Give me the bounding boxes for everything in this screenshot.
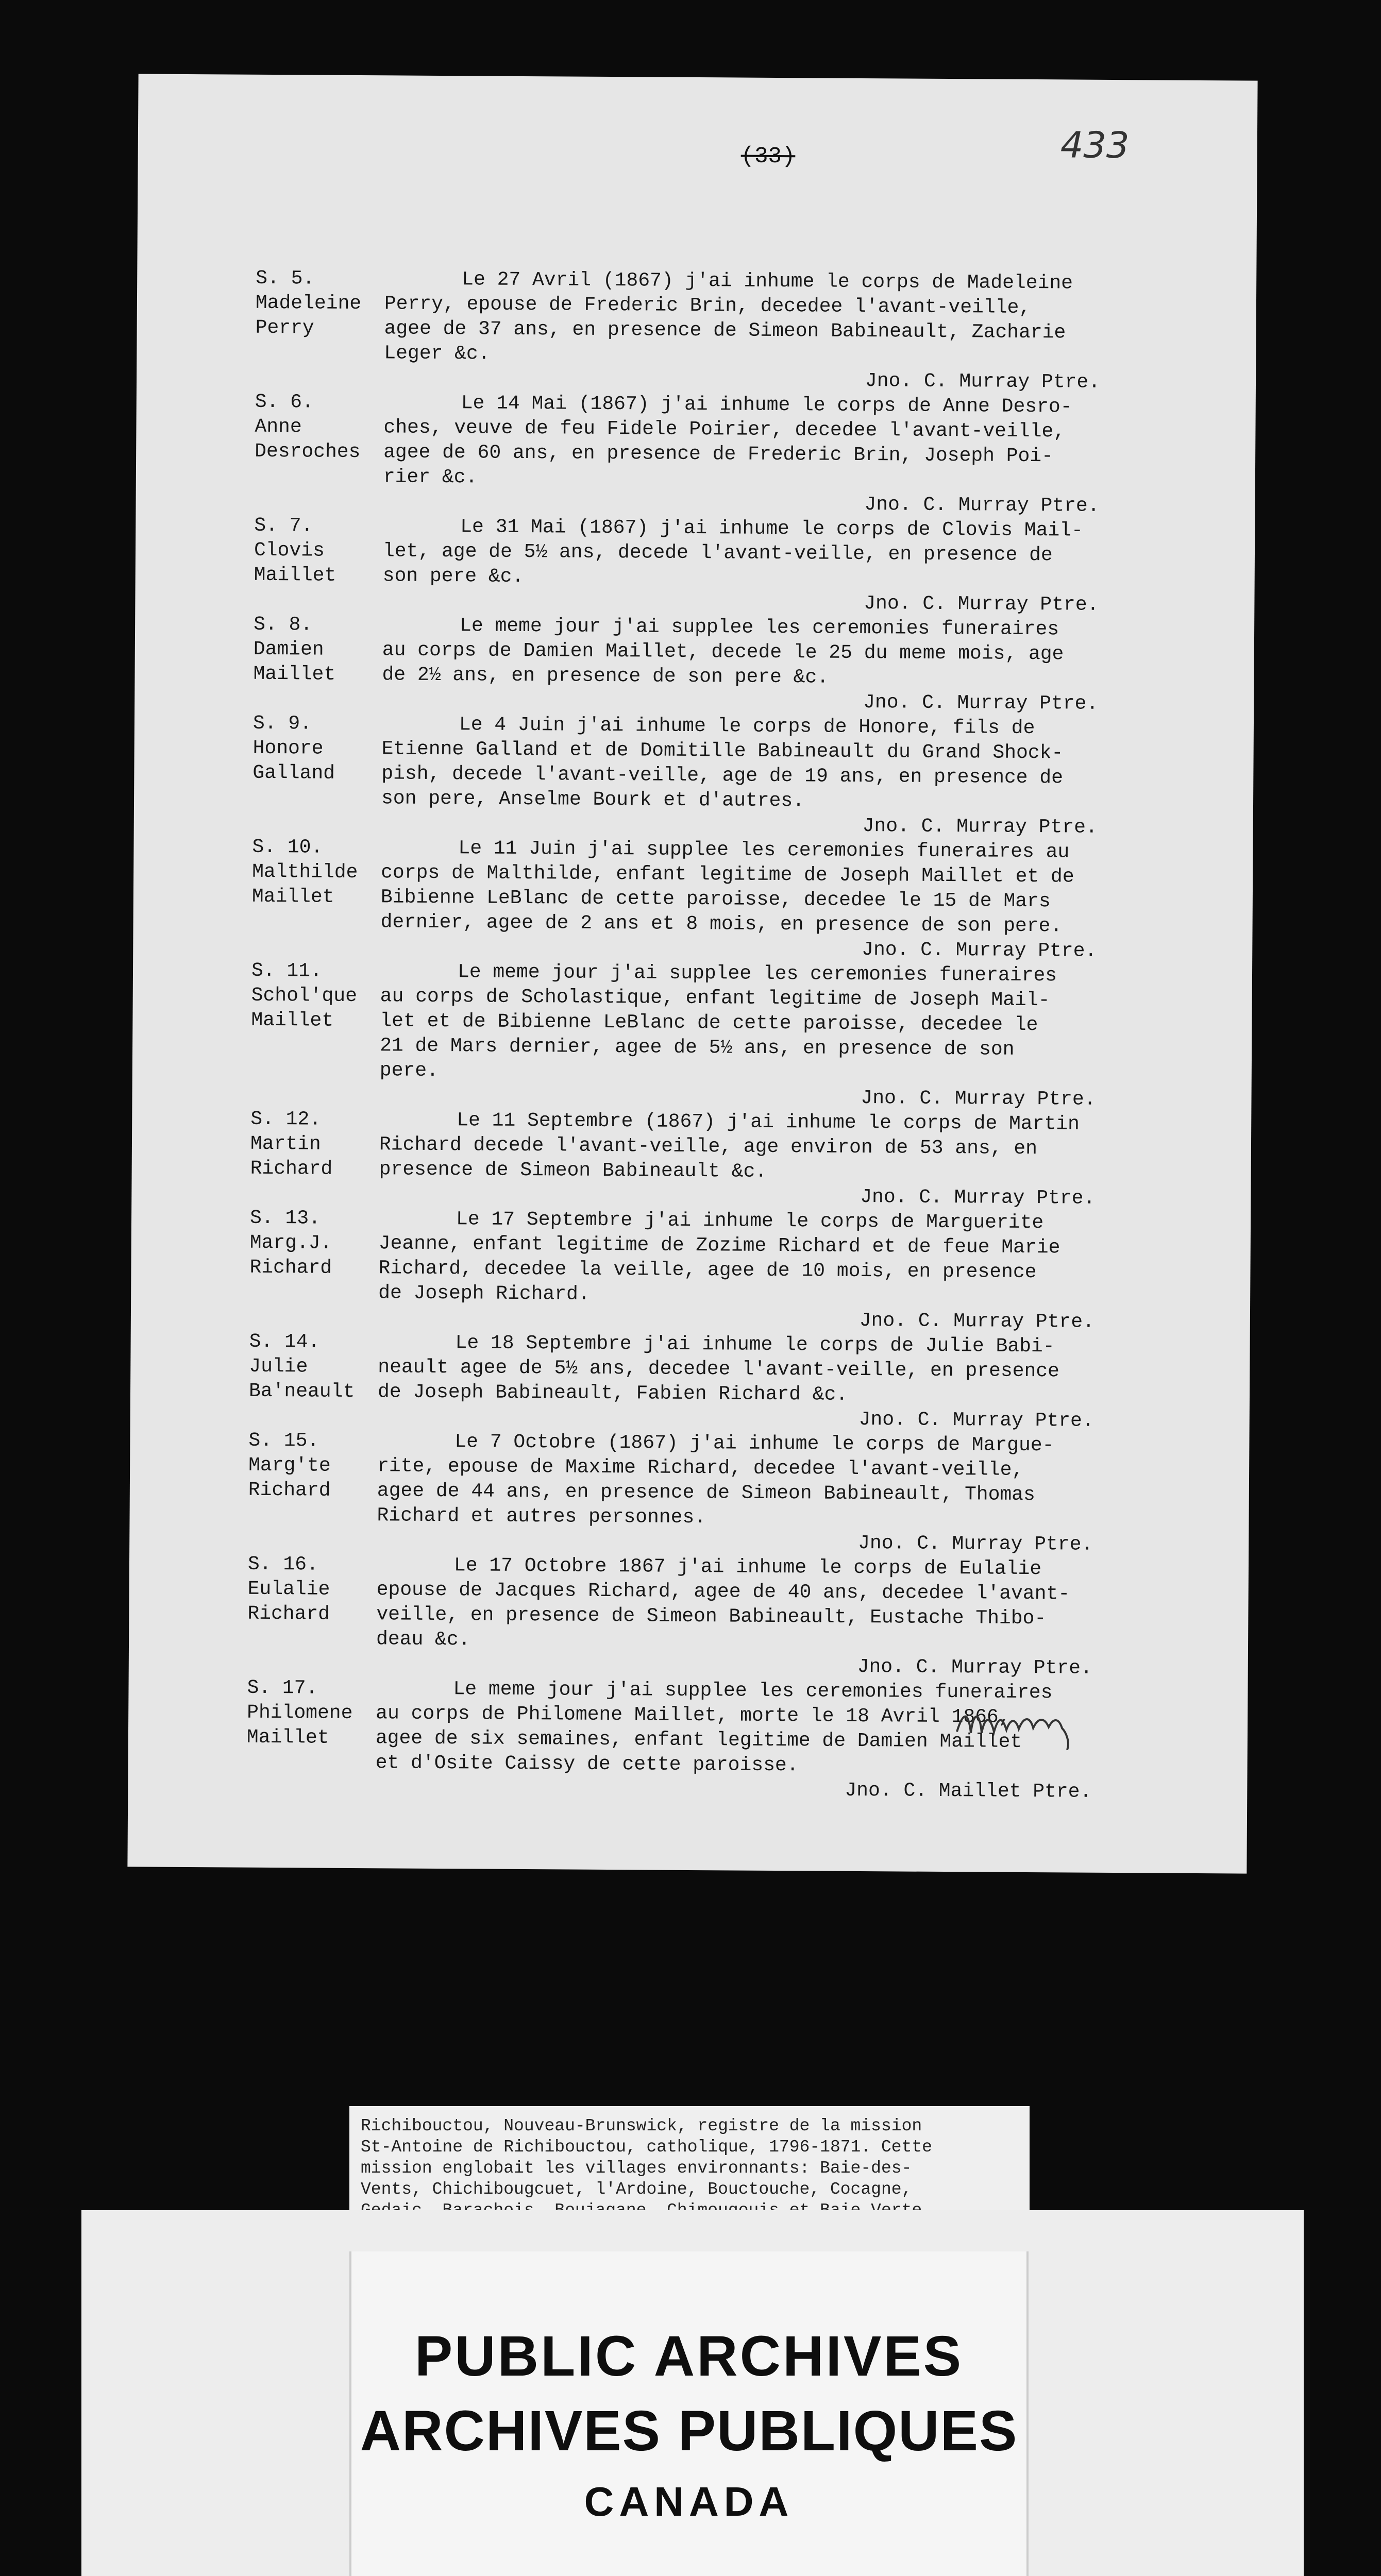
entry-label: S. 14. Julie Ba'neault [248, 1330, 355, 1403]
entry-signature: Jno. C. Maillet Ptre. [845, 1779, 1092, 1803]
entry-text: Le 17 Septembre j'ai inhume le corps de Marguerite Jeanne, enfant legitime de Zozime Richard et de feue Marie Richard, decedee la veille, agee de 10 mois, en presence de Joseph Richard. [378, 1208, 1060, 1306]
entry-signature: Jno. C. Murray Ptre. [857, 1655, 1092, 1680]
entry-label: S. 11. Schol'que Maillet [251, 959, 358, 1032]
entry-label: S. 8. Damien Maillet [253, 613, 336, 686]
entry-text: Le meme jour j'ai supplee les ceremonies funeraires au corps de Damien Maillet, decede le 25 du meme mois, age de 2½ ans, en presence de son pere &c. [382, 615, 1064, 689]
entry-label: S. 12. Martin Richard [250, 1108, 333, 1180]
burial-entry [249, 1206, 1214, 1335]
burial-entry [254, 514, 1218, 618]
entry-label: S. 16. Eulalie Richard [247, 1553, 330, 1625]
entry-text: Le 14 Mai (1867) j'ai inhume le corps de Anne Desro- ches, veuve de feu Fidele Poirier, decedee l'avant-veille, agee de 60 ans, en presence de Frederic Brin, Joseph Poi- rier &c. [383, 392, 1072, 489]
entry-text: Le 11 Juin j'ai supplee les ceremonies funeraires au corps de Malthilde, enfant legitime de Joseph Maillet et de Bibienne LeBlanc de cette paroisse, decedee le 15 de Mars dernier, agee de 2 ans et 8 mois, en presence de son pere. [380, 837, 1074, 938]
entry-text: Le 31 Mai (1867) j'ai inhume le corps de Clovis Mail- let, age de 5½ ans, decede l'avant-veille, en presence de son pere &c. [382, 516, 1084, 588]
entry-text: Le 7 Octobre (1867) j'ai inhume le corps de Margue- rite, epouse de Maxime Richard, decedee l'avant-veille, agee de 44 ans, en presence de Simeon Babineault, Thomas Richard et autres personnes. [377, 1431, 1054, 1529]
burial-entry [250, 1107, 1214, 1212]
stamp-line-2: ARCHIVES PUBLIQUES [360, 2399, 1018, 2463]
burial-entry [248, 1429, 1212, 1558]
entry-signature: Jno. C. Murray Ptre. [863, 691, 1099, 715]
entry-text: Le meme jour j'ai supplee les ceremonies funeraires au corps de Philomene Maillet, morte le 18 Avril 1866, agee de six semaines, enfant legitime de Damien Maillet et d'Osite Caissy de cette paroisse. [375, 1678, 1053, 1777]
folio-number: 433 [1060, 124, 1130, 167]
entry-text: Le meme jour j'ai supplee les ceremonies funeraires au corps de Scholastique, enfant legitime de Joseph Mail- let et de Bibienne LeBlanc de cette paroisse, decedee le 21 de Mars dernier, agee de 5½ ans, en presence de son pere. [379, 961, 1057, 1082]
entry-label: S. 5. Madeleine Perry [255, 267, 362, 340]
entry-text: Le 18 Septembre j'ai inhume le corps de Julie Babi- neault agee de 5½ ans, decedee l'avant-veille, en presence de Joseph Babineault, Fabien Richard &c. [377, 1332, 1060, 1406]
burial-entry [254, 390, 1218, 519]
entry-signature: Jno. C. Murray Ptre. [862, 815, 1098, 839]
entry-text: Le 4 Juin j'ai inhume le corps de Honore, fils de Etienne Galland et de Domitille Babineault du Grand Shock- pish, decede l'avant-veille, age de 19 ans, en presence de son pere, Anselme Bourk et d'autres. [381, 714, 1064, 812]
entry-signature: Jno. C. Murray Ptre. [859, 1309, 1095, 1333]
entry-signature: Jno. C. Murray Ptre. [858, 1532, 1093, 1556]
entry-label: S. 9. Honore Galland [252, 712, 335, 785]
entry-signature: Jno. C. Murray Ptre. [864, 494, 1100, 517]
burial-entry [251, 835, 1216, 964]
entry-signature: Jno. C. Murray Ptre. [862, 939, 1097, 962]
entry-signature: Jno. C. Murray Ptre. [861, 1087, 1096, 1111]
entry-label: S. 17. Philomene Maillet [246, 1676, 353, 1749]
archive-caption: Richibouctou, Nouveau-Brunswick, registre de la mission St-Antoine de Richibouctou, catholique, 1796-1871. Cette mission englobait les villages environnants: Baie-des- Vents, Chichibougcuet, l'Ardoine, Bouctouche, Cocagne, [349, 2106, 1030, 2284]
entry-label: S. 6. Anne Desroches [255, 391, 361, 464]
burial-entry [253, 613, 1217, 717]
entry-text: Le 27 Avril (1867) j'ai inhume le corps de Madeleine Perry, epouse de Frederic Brin, decedee l'avant-veille, agee de 37 ans, en presence de Simeon Babineault, Zacharie Leger &c. [384, 268, 1073, 365]
entry-signature: Jno. C. Murray Ptre. [860, 1185, 1096, 1210]
burial-entry [247, 1552, 1211, 1682]
archive-stamp [81, 2210, 1304, 2576]
burial-entry [250, 959, 1215, 1113]
stamp-box [349, 2251, 1029, 2576]
entry-label: S. 13. Marg.J. Richard [249, 1207, 332, 1279]
stamp-line-3: CANADA [584, 2479, 794, 2524]
entry-signature: Jno. C. Murray Ptre. [865, 370, 1101, 394]
handwritten-signature [953, 1696, 1098, 1753]
entry-label: S. 7. Clovis Maillet [254, 514, 336, 587]
entry-signature: Jno. C. Murray Ptre. [858, 1408, 1094, 1432]
burial-entry [249, 1330, 1213, 1434]
burial-entry [252, 711, 1217, 841]
page-number: (33) [740, 143, 796, 170]
entry-text: Le 11 Septembre (1867) j'ai inhume le corps de Martin Richard decede l'avant-veille, age environ de 53 ans, en presence de Simeon Babineault &c. [379, 1109, 1080, 1183]
burial-entry [255, 266, 1219, 396]
stamp-line-1: PUBLIC ARCHIVES [414, 2325, 964, 2388]
entry-label: S. 15. Marg'te Richard [248, 1429, 331, 1502]
entry-label: S. 10. Malthilde Maillet [251, 836, 358, 908]
entry-text: Le 17 Octobre 1867 j'ai inhume le corps de Eulalie epouse de Jacques Richard, agee de 40 ans, decedee l'avant- veille, en presence de Simeon Babineault, Eustache Thibo- deau &c. [376, 1554, 1070, 1651]
burial-entries [246, 266, 1219, 1805]
entry-signature: Jno. C. Murray Ptre. [864, 592, 1099, 616]
register-page [127, 74, 1257, 1873]
